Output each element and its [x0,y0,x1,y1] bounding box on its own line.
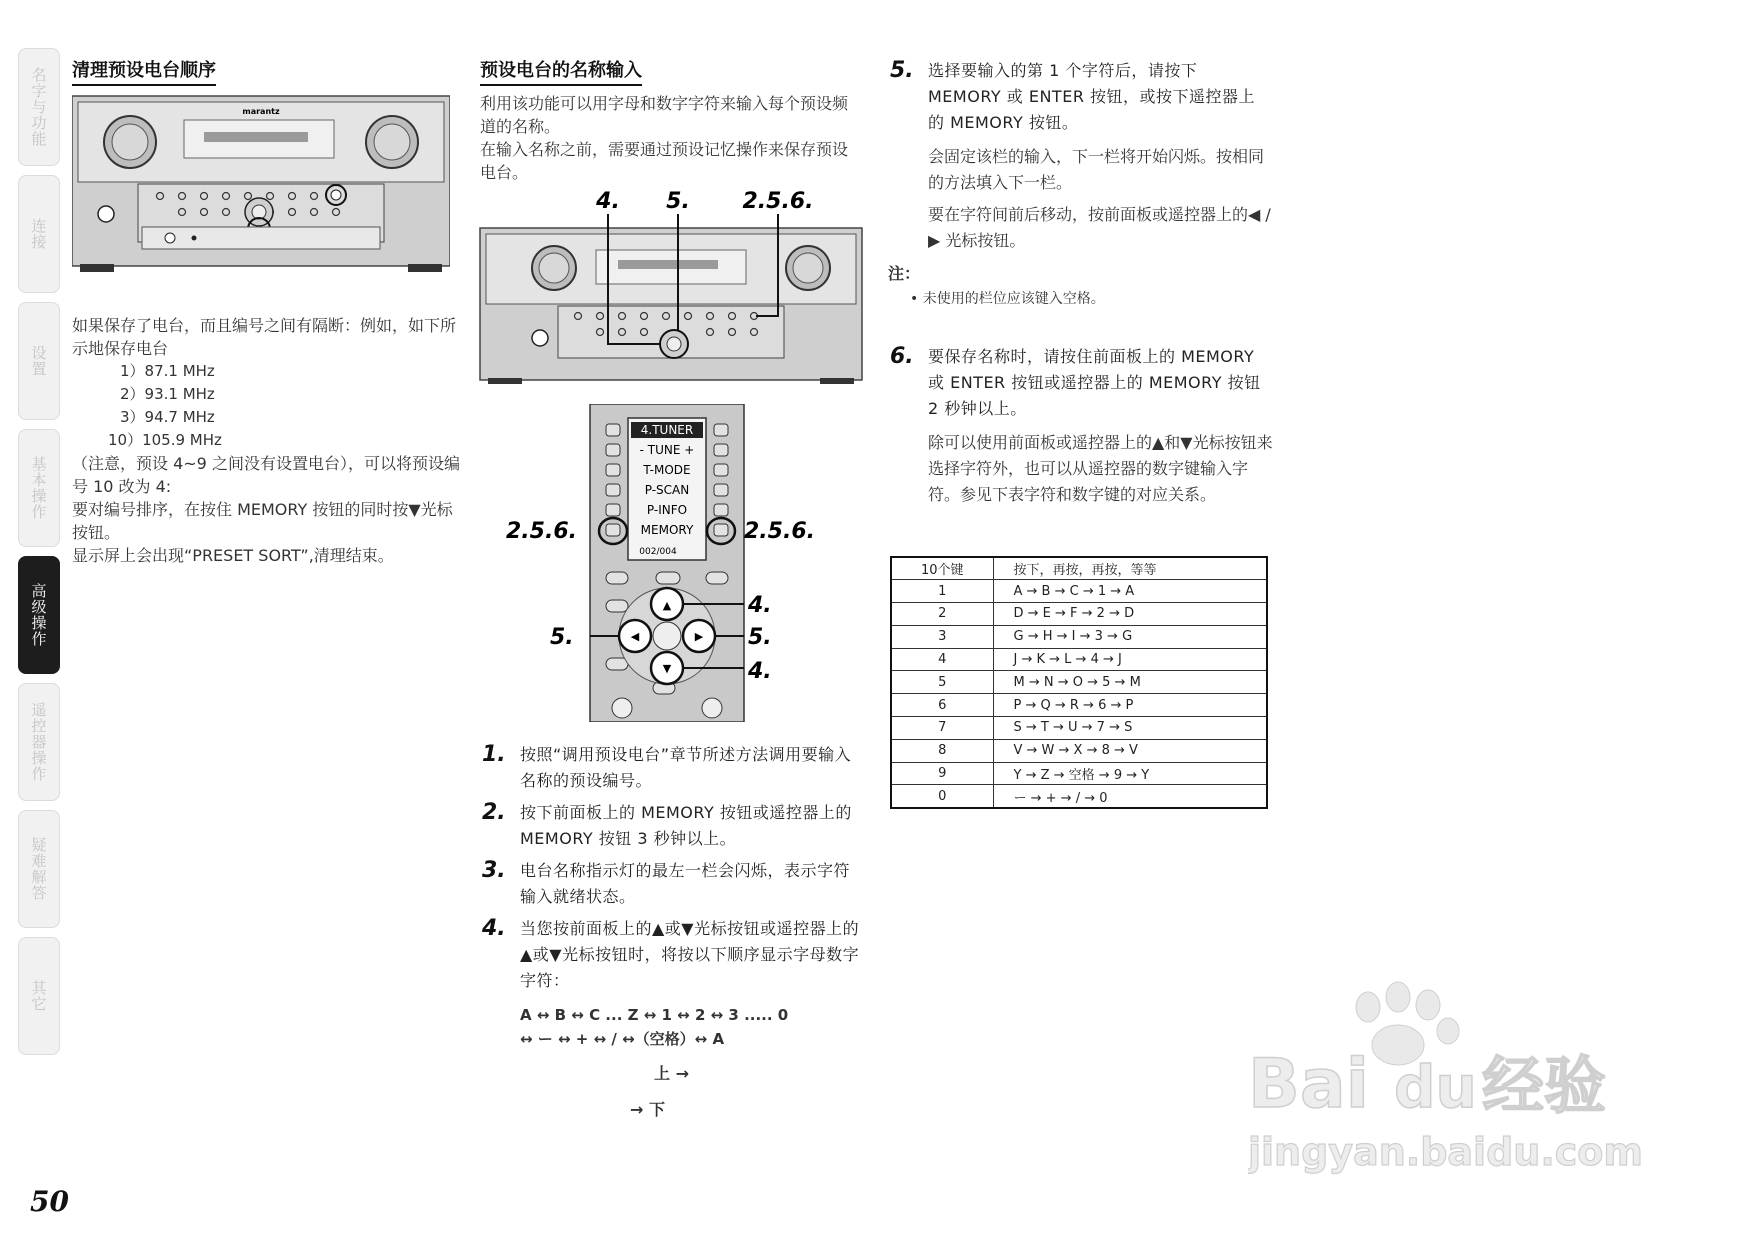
table-row [891,648,1267,671]
table-cell-key: 8 [891,739,993,762]
station-list [108,360,222,452]
table-cell-key: 3 [891,625,993,648]
side-tab[interactable] [18,175,60,293]
step-2: 2. 按下前面板上的 MEMORY 按钮或遥控器上的 MEMORY 按钮 3 秒钟以上。 [482,800,852,848]
remote-screen-line-4: P-SCAN [644,483,690,497]
table-cell-sequence: G → H → I → 3 → G [993,625,1267,648]
key-character-table [890,556,1268,809]
paragraph-gaps: 如果保存了电台，而且编号之间有隔断：例如，如下所示地保存电台 [72,316,457,358]
table-cell-key: 0 [891,785,993,808]
paragraph-instruction: 要对编号排序，在按住 MEMORY 按钮的同时按▼光标按钮。 [72,500,453,542]
table-cell-key: 6 [891,694,993,717]
intro-paragraph-1: 利用该功能可以用字母和数字字符来输入每个预设频道的名称。 [480,94,849,136]
label-step-256: 2.5.6. [742,189,814,214]
table-row [891,762,1267,785]
remote-screen-line-2: - TUNE + [639,443,695,457]
table-cell-sequence: D → E → F → 2 → D [993,603,1267,626]
remote-screen-line-5: P-INFO [646,503,688,517]
svg-text:▼: ▼ [662,662,672,675]
table-cell-key: 7 [891,717,993,740]
watermark-du: du [1394,1053,1477,1121]
intro-paragraph-2: 在输入名称之前，需要通过预设记忆操作来保存预设电台。 [480,140,849,182]
table-cell-sequence: M → N → O → 5 → M [993,671,1267,694]
table-cell-key: 5 [891,671,993,694]
table-cell-sequence: Y → Z → 空格 → 9 → Y [993,762,1267,785]
side-tab[interactable] [18,937,60,1055]
section-title-preset-sort: 清理预设电台顺序 [72,56,216,86]
step-4: 4. 当您按前面板上的▲或▼光标按钮或遥控器上的▲或▼光标按钮时，将按以下顺序显示字母数字字符： [482,916,860,990]
baidu-jingyan-watermark [1248,975,1688,1175]
brand-logo: marantz [242,107,280,116]
paragraph-result: 显示屏上会出现“PRESET SORT”,清理结束。 [72,546,394,565]
step-1: 1. 按照“调用预设电台”章节所述方法调用要输入名称的预设编号。 [482,742,852,790]
watermark-url: jingyan.baidu.com [1248,1130,1643,1174]
table-row [891,603,1267,626]
step-5: 5. 选择要输入的第 1 个字符后，请按下 MEMORY 或 ENTER 按钮，或按下遥控器上的 MEMORY 按钮。 [890,58,1256,132]
side-tab[interactable] [18,810,60,928]
label-step-4: 4. [596,189,620,214]
table-cell-key: 4 [891,648,993,671]
table-row [891,785,1267,808]
step-5-detail-1: 会固定该栏的输入，下一栏将开始闪烁。按相同的方法填入下一栏。 [928,147,1265,192]
section-title-name-input: 预设电台的名称输入 [480,56,642,86]
table-header-sequence: 按下，再按，再按，等等 [993,557,1267,580]
side-tab-label: 其它 [29,980,48,1012]
table-cell-sequence: J → K → L → 4 → J [993,648,1267,671]
side-tab-label: 名字与功能 [29,67,48,147]
table-cell-key: 9 [891,762,993,785]
table-cell-sequence: A → B → C → 1 → A [993,580,1267,603]
step-3: 3. 电台名称指示灯的最左一栏会闪烁，表示字符输入就绪状态。 [482,858,851,906]
label-remote-left-5: 5. [550,625,574,650]
note-title: 注： [888,264,921,283]
direction-down: → 下 [630,1100,665,1119]
side-tab-label: 连接 [29,218,48,250]
table-cell-key: 2 [891,603,993,626]
direction-up: 上 → [654,1064,689,1083]
side-tab[interactable] [18,683,60,801]
sequence-line-2: ↔ ー ↔ + ↔ / ↔（空格）↔ A [520,1030,725,1048]
remote-screen-line-7: 002/004 [639,547,677,557]
step-5-detail-2: 要在字符间前后移动，按前面板或遥控器上的◀ / ▶ 光标按钮。 [928,205,1271,250]
table-row [891,717,1267,740]
sequence-line-1: A ↔ B ↔ C ... Z ↔ 1 ↔ 2 ↔ 3 ..... 0 [520,1006,789,1024]
label-remote-right-5: 5. [748,625,772,650]
step-6-detail: 除可以使用前面板或遥控器上的▲和▼光标按钮来选择字符外，也可以从遥控器的数字键输入字符。参见下表字符和数字键的对应关系。 [928,433,1273,504]
remote-control-figure [498,404,848,722]
table-row [891,694,1267,717]
side-tab-label: 高级操作 [29,583,48,647]
side-tab-label: 设置 [29,345,48,377]
side-tab[interactable] [18,429,60,547]
label-remote-right-256: 2.5.6. [744,519,815,544]
step-6: 6. 要保存名称时，请按住前面板上的 MEMORY 或 ENTER 按钮或遥控器上的 MEMORY 按钮 2 秒钟以上。 [890,344,1261,418]
table-cell-key: 1 [891,580,993,603]
table-cell-sequence: V → W → X → 8 → V [993,739,1267,762]
front-panel-figure-labeled [478,184,864,384]
table-row [891,580,1267,603]
page-number: 50 [30,1185,69,1218]
side-tab[interactable] [18,556,60,674]
svg-text:▲: ▲ [662,599,672,612]
side-tab-label: 基本操作 [29,456,48,520]
station-item: 3）94.7 MHz [120,408,215,426]
paragraph-note: （注意，预设 4~9 之间没有设置电台），可以将预设编号 10 改为 4: [72,454,460,496]
svg-text:◀: ◀ [630,630,640,643]
side-tab[interactable] [18,48,60,166]
watermark-jingyan: 经验 [1482,1049,1607,1122]
label-remote-left-256: 2.5.6. [506,519,577,544]
label-step-5: 5. [666,189,690,214]
side-tab[interactable] [18,302,60,420]
station-item: 10）105.9 MHz [108,431,222,449]
table-row [891,625,1267,648]
table-header-row [891,557,1267,580]
side-tab-label: 疑难解答 [29,837,48,901]
watermark-bai: Bai [1248,1045,1370,1124]
svg-text:▶: ▶ [694,630,704,643]
station-item: 2）93.1 MHz [120,385,215,403]
table-row [891,739,1267,762]
station-item: 1）87.1 MHz [120,362,215,380]
front-panel-illustration [72,92,450,274]
remote-screen-line-1: 4.TUNER [640,423,694,437]
table-header-key: 10个键 [891,557,993,580]
table-row [891,671,1267,694]
label-remote-up-4: 4. [748,593,772,618]
side-tab-label: 遥控器操作 [29,702,48,782]
table-cell-sequence: P → Q → R → 6 → P [993,694,1267,717]
table-cell-sequence: S → T → U → 7 → S [993,717,1267,740]
table-cell-sequence: ー → + → / → 0 [993,785,1267,808]
note-item: • 未使用的栏位应该键入空格。 [910,291,1105,307]
remote-screen-line-6: MEMORY [640,523,694,537]
remote-screen-line-3: T-MODE [643,463,691,477]
label-remote-down-4: 4. [748,659,772,684]
